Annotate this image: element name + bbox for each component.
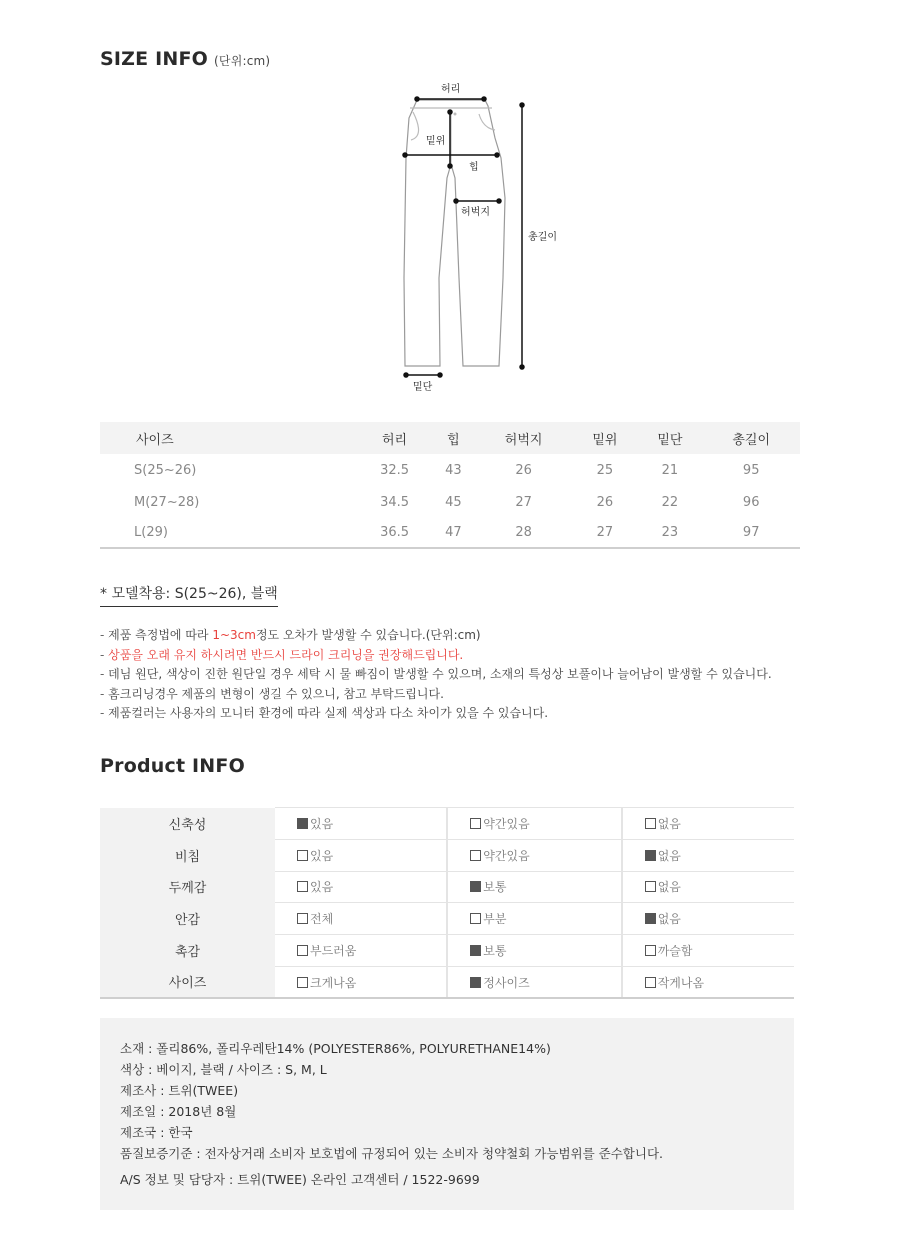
option-label: 약간있음 xyxy=(483,848,530,863)
option-label: 있음 xyxy=(310,848,334,863)
option-label: 크게나옴 xyxy=(310,975,357,990)
size-info-title xyxy=(100,48,270,70)
table-cell: 26 xyxy=(596,494,614,510)
checkbox-checked-icon xyxy=(645,850,656,861)
table-row xyxy=(100,808,794,840)
header-thigh: 허벅지 xyxy=(475,422,573,454)
header-length: 총길이 xyxy=(702,422,800,454)
option-cell xyxy=(447,839,621,871)
table-cell: 36.5 xyxy=(357,518,432,548)
table-row xyxy=(100,903,794,935)
note-highlight: 1~3cm xyxy=(212,628,256,642)
thigh-measure-line xyxy=(454,199,501,203)
checkbox-empty-icon xyxy=(470,818,481,829)
checkbox-empty-icon xyxy=(297,977,308,988)
attribute-label: 안감 xyxy=(100,903,275,935)
size-info-unit: (단위:cm) xyxy=(214,54,271,68)
product-info-table xyxy=(100,807,794,999)
attribute-label: 비침 xyxy=(100,839,275,871)
size-table-header xyxy=(100,422,800,454)
option-cell xyxy=(622,903,794,935)
header-hem: 밑단 xyxy=(637,422,702,454)
option-label: 까슬함 xyxy=(657,944,693,959)
option-label: 보통 xyxy=(483,880,507,895)
pants-outline xyxy=(404,100,505,366)
country-text: 제조국 : 한국 xyxy=(120,1125,193,1140)
option-label: 없음 xyxy=(657,848,681,863)
table-row xyxy=(100,871,794,903)
table-cell: 25 xyxy=(596,462,614,478)
checkbox-empty-icon xyxy=(297,913,308,924)
table-row xyxy=(100,518,800,548)
note-text: 제품컬러는 사용자의 모니터 환경에 따라 실제 색상과 다소 차이가 있을 수 있습니다. xyxy=(108,706,549,720)
attribute-label: 촉감 xyxy=(100,935,275,967)
thigh-label: 허벅지 xyxy=(461,207,490,218)
length-measure-line xyxy=(520,103,524,369)
option-label: 부분 xyxy=(483,912,507,927)
option-cell xyxy=(622,966,794,998)
checkbox-empty-icon xyxy=(470,850,481,861)
header-waist: 허리 xyxy=(357,422,432,454)
option-cell xyxy=(447,966,621,998)
material-text: 소재 : 폴리86%, 폴리우레탄14% (POLYESTER86%, POLYURETHANE14%) xyxy=(120,1041,551,1056)
table-cell: 27 xyxy=(572,518,637,548)
option-label: 약간있음 xyxy=(483,816,530,831)
note-text: 홈크리닝경우 제품의 변형이 생길 수 있으니, 참고 부탁드립니다. xyxy=(108,686,444,701)
product-info-title: Product INFO xyxy=(100,755,245,777)
as-contact-text: A/S 정보 및 담당자 : 트위(TWEE) 온라인 고객센터 / 1522-9699 xyxy=(120,1172,480,1187)
header-rise: 밑위 xyxy=(572,422,637,454)
model-wearing-note: * 모델착용: S(25~26), 블랙 xyxy=(100,583,278,607)
option-label: 보통 xyxy=(483,944,507,959)
option-cell xyxy=(275,903,447,935)
attribute-label: 사이즈 xyxy=(100,966,275,998)
option-cell xyxy=(447,903,621,935)
option-cell xyxy=(622,808,794,840)
option-label: 없음 xyxy=(657,816,681,831)
table-row xyxy=(100,839,794,871)
maker-text: 제조사 : 트위(TWEE) xyxy=(120,1083,239,1098)
table-cell: 23 xyxy=(637,518,702,548)
note-text: 상품을 오래 유지 하시려면 반드시 드라이 크리닝을 권장해드립니다. xyxy=(108,647,464,662)
option-label: 정사이즈 xyxy=(483,975,530,990)
option-cell xyxy=(275,871,447,903)
table-cell: 96 xyxy=(742,494,760,510)
option-cell xyxy=(275,935,447,967)
checkbox-checked-icon xyxy=(645,913,656,924)
option-label: 전체 xyxy=(310,912,334,927)
option-label: 작게나옴 xyxy=(657,975,705,990)
table-cell: 43 xyxy=(445,462,462,478)
header-hip: 힙 xyxy=(432,422,475,454)
size-table xyxy=(100,422,800,549)
checkbox-checked-icon xyxy=(470,945,481,956)
option-label: 있음 xyxy=(310,816,334,831)
option-cell xyxy=(447,808,621,840)
checkbox-empty-icon xyxy=(297,945,308,956)
size-info-heading: SIZE INFO xyxy=(100,48,209,70)
table-row xyxy=(100,935,794,967)
option-cell xyxy=(275,808,447,840)
hem-label: 밑단 xyxy=(413,382,433,393)
checkbox-empty-icon xyxy=(297,881,308,892)
option-cell xyxy=(275,839,447,871)
option-cell xyxy=(447,871,621,903)
option-label: 없음 xyxy=(657,912,681,927)
option-label: 부드러움 xyxy=(310,944,357,959)
pants-size-diagram xyxy=(395,78,595,398)
option-cell xyxy=(275,966,447,998)
table-row xyxy=(100,454,800,486)
checkbox-empty-icon xyxy=(297,850,308,861)
list-item xyxy=(100,704,772,724)
table-cell: 32.5 xyxy=(380,462,410,478)
checkbox-empty-icon xyxy=(470,913,481,924)
option-cell xyxy=(622,839,794,871)
table-cell: 97 xyxy=(702,518,800,548)
hip-label: 힙 xyxy=(469,162,479,173)
note-text: 데님 원단, 색상이 진한 원단일 경우 세탁 시 물 빠짐이 발생할 수 있으며, 소재의 특성상 보풀이나 늘어남이 발생할 수 있습니다. xyxy=(108,667,772,681)
date-text: 제조일 : 2018년 8월 xyxy=(120,1104,237,1119)
table-cell: 22 xyxy=(661,494,679,510)
checkbox-checked-icon xyxy=(470,977,481,988)
care-notes-list xyxy=(100,626,772,724)
table-cell: 95 xyxy=(742,462,760,478)
table-row xyxy=(100,486,800,518)
attribute-label: 두께감 xyxy=(100,871,275,903)
rise-label: 밑위 xyxy=(426,136,446,147)
table-cell: 34.5 xyxy=(380,494,410,510)
table-cell: 27 xyxy=(515,494,532,510)
table-cell: L(29) xyxy=(100,518,357,548)
product-details-box xyxy=(100,1018,794,1210)
waist-label: 허리 xyxy=(441,84,461,95)
option-cell xyxy=(622,935,794,967)
table-cell: 26 xyxy=(515,462,532,478)
checkbox-empty-icon xyxy=(645,881,656,892)
table-cell: 47 xyxy=(432,518,475,548)
note-text: 정도 오차가 발생할 수 있습니다.(단위:cm) xyxy=(255,628,481,642)
list-item xyxy=(100,665,772,685)
table-cell: M(27~28) xyxy=(134,494,200,510)
checkbox-empty-icon xyxy=(645,945,656,956)
note-text: 제품 측정법에 따라 xyxy=(108,628,213,642)
color-size-text: 색상 : 베이지, 블랙 / 사이즈 : S, M, L xyxy=(120,1062,327,1077)
option-label: 있음 xyxy=(310,880,334,895)
list-item xyxy=(100,685,772,705)
hem-measure-line xyxy=(404,373,442,377)
header-size: 사이즈 xyxy=(100,422,357,454)
checkbox-checked-icon xyxy=(297,818,308,829)
option-label: 없음 xyxy=(657,880,681,895)
list-item xyxy=(100,646,772,666)
checkbox-empty-icon xyxy=(645,818,656,829)
table-cell: 45 xyxy=(445,494,462,510)
length-label: 총길이 xyxy=(528,232,557,243)
option-cell xyxy=(622,871,794,903)
list-item xyxy=(100,626,772,646)
table-cell: S(25~26) xyxy=(134,462,197,478)
checkbox-empty-icon xyxy=(645,977,656,988)
attribute-label: 신축성 xyxy=(100,808,275,840)
table-cell: 21 xyxy=(661,462,679,478)
table-row xyxy=(100,966,794,998)
table-cell: 28 xyxy=(475,518,573,548)
option-cell xyxy=(447,935,621,967)
checkbox-checked-icon xyxy=(470,881,481,892)
quality-text: 품질보증기준 : 전자상거래 소비자 보호법에 규정되어 있는 소비자 청약철회 가능범위를 준수합니다. xyxy=(120,1146,663,1161)
